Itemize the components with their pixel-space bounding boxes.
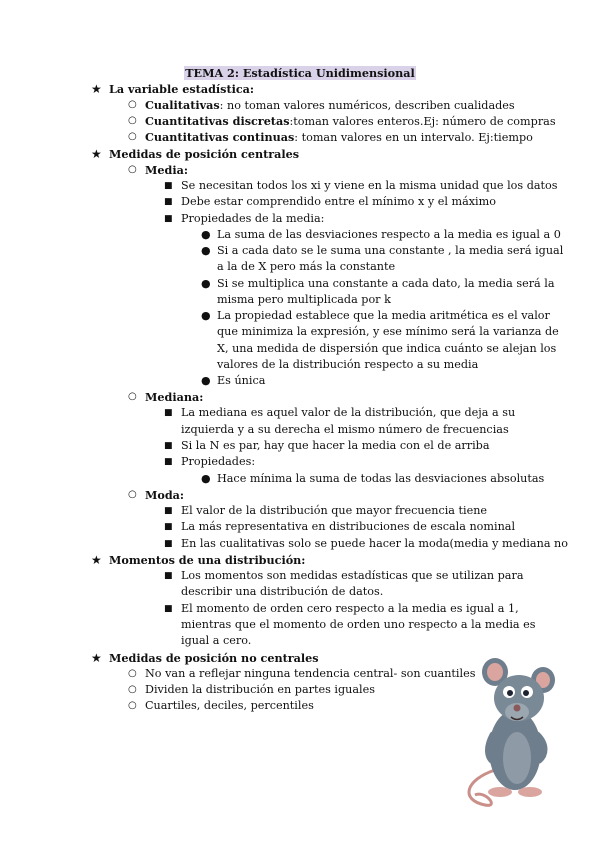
square-bullet-icon: ■ (164, 408, 173, 418)
list-item: Hace mínima la suma de todas las desviaciones absolutas (217, 472, 545, 485)
list-item: Si la N es par, hay que hacer la media con el de arriba (181, 439, 490, 452)
list-item-continuation: misma pero multiplicada por k (217, 293, 391, 306)
list-item: Dividen la distribución en partes iguales (145, 683, 375, 696)
circle-bullet-icon: ○ (128, 391, 137, 402)
dot-bullet-icon: ● (201, 309, 211, 322)
list-item: La propiedad establece que la media aritmética es el valor (217, 309, 550, 322)
list-item: En las cualitativas solo se puede hacer la moda(media y mediana no (181, 537, 568, 550)
circle-bullet-icon: ○ (128, 131, 137, 142)
circle-bullet-icon: ○ (128, 700, 137, 711)
list-item: La más representativa en distribuciones de escala nominal (181, 520, 516, 533)
list-item: Si a cada dato se le suma una constante , la media será igual (217, 244, 564, 257)
square-bullet-icon: ■ (164, 197, 173, 207)
square-bullet-icon: ■ (164, 539, 173, 549)
dot-bullet-icon: ● (201, 244, 211, 257)
list-item-continuation: describir una distribución de datos. (181, 585, 384, 598)
list-item: El momento de orden cero respecto a la media es igual a 1, (181, 602, 519, 615)
section-heading-centrales: Medidas de posición centrales (109, 147, 300, 161)
section-heading-momentos: Momentos de una distribución: (109, 553, 306, 567)
dot-bullet-icon: ● (201, 228, 211, 241)
star-bullet-icon: ★ (91, 651, 102, 665)
circle-bullet-icon: ○ (128, 99, 137, 110)
square-bullet-icon: ■ (164, 181, 173, 191)
square-bullet-icon: ■ (164, 214, 173, 224)
list-item: No van a reflejar ninguna tendencia central- son cuantiles (145, 667, 476, 680)
list-item: Si se multiplica una constante a cada dato, la media será la (217, 277, 555, 290)
list-item-continuation: valores de la distribución respecto a su media (217, 358, 479, 371)
subheading-moda: Moda: (145, 488, 185, 502)
list-item: Es única (217, 374, 266, 387)
list-item-continuation: izquierda y a su derecha el mismo número de frecuencias (181, 423, 509, 436)
list-item-continuation: igual a cero. (181, 634, 252, 647)
circle-bullet-icon: ○ (128, 684, 137, 695)
list-item-continuation: mientras que el momento de orden uno respecto a la media es (181, 618, 536, 631)
circle-bullet-icon: ○ (128, 115, 137, 126)
section-heading-nocentrales: Medidas de posición no centrales (109, 651, 319, 665)
list-item-continuation: X, una medida de dispersión que indica cuánto se alejan los (217, 342, 557, 355)
star-bullet-icon: ★ (91, 82, 102, 96)
dot-bullet-icon: ● (201, 277, 211, 290)
circle-bullet-icon: ○ (128, 668, 137, 679)
circle-bullet-icon: ○ (128, 489, 137, 500)
list-item: Los momentos son medidas estadísticas que se utilizan para (181, 569, 524, 582)
circle-bullet-icon: ○ (128, 164, 137, 175)
square-bullet-icon: ■ (164, 604, 173, 614)
star-bullet-icon: ★ (91, 553, 102, 567)
rat-illustration (455, 650, 565, 810)
list-item: Cuantitativas discretas:toman valores enteros.Ej: número de compras (145, 114, 556, 128)
dot-bullet-icon: ● (201, 374, 211, 387)
page-title: TEMA 2: Estadística Unidimensional (185, 66, 415, 80)
list-item: Propiedades de la media: (181, 212, 325, 225)
square-bullet-icon: ■ (164, 506, 173, 516)
list-item: La mediana es aquel valor de la distribución, que deja a su (181, 406, 516, 419)
list-item-continuation: a la de X pero más la constante (217, 260, 396, 273)
list-item: Cualitativas: no toman valores numéricos, describen cualidades (145, 98, 515, 112)
list-item-continuation: que minimiza la expresión, y ese mínimo será la varianza de (217, 325, 559, 338)
square-bullet-icon: ■ (164, 457, 173, 467)
star-bullet-icon: ★ (91, 147, 102, 161)
square-bullet-icon: ■ (164, 522, 173, 532)
subheading-media: Media: (145, 163, 188, 177)
list-item: Debe estar comprendido entre el mínimo x y el máximo (181, 195, 496, 208)
list-item: El valor de la distribución que mayor frecuencia tiene (181, 504, 488, 517)
list-item: La suma de las desviaciones respecto a la media es igual a 0 (217, 228, 561, 241)
square-bullet-icon: ■ (164, 441, 173, 451)
section-heading-variable: La variable estadística: (109, 82, 255, 96)
list-item: Propiedades: (181, 455, 256, 468)
square-bullet-icon: ■ (164, 571, 173, 581)
list-item: Se necesitan todos los xi y viene en la misma unidad que los datos (181, 179, 558, 192)
list-item: Cuartiles, deciles, percentiles (145, 699, 314, 712)
dot-bullet-icon: ● (201, 472, 211, 485)
subheading-mediana: Mediana: (145, 390, 204, 404)
list-item: Cuantitativas continuas: toman valores en un intervalo. Ej:tiempo (145, 130, 533, 144)
